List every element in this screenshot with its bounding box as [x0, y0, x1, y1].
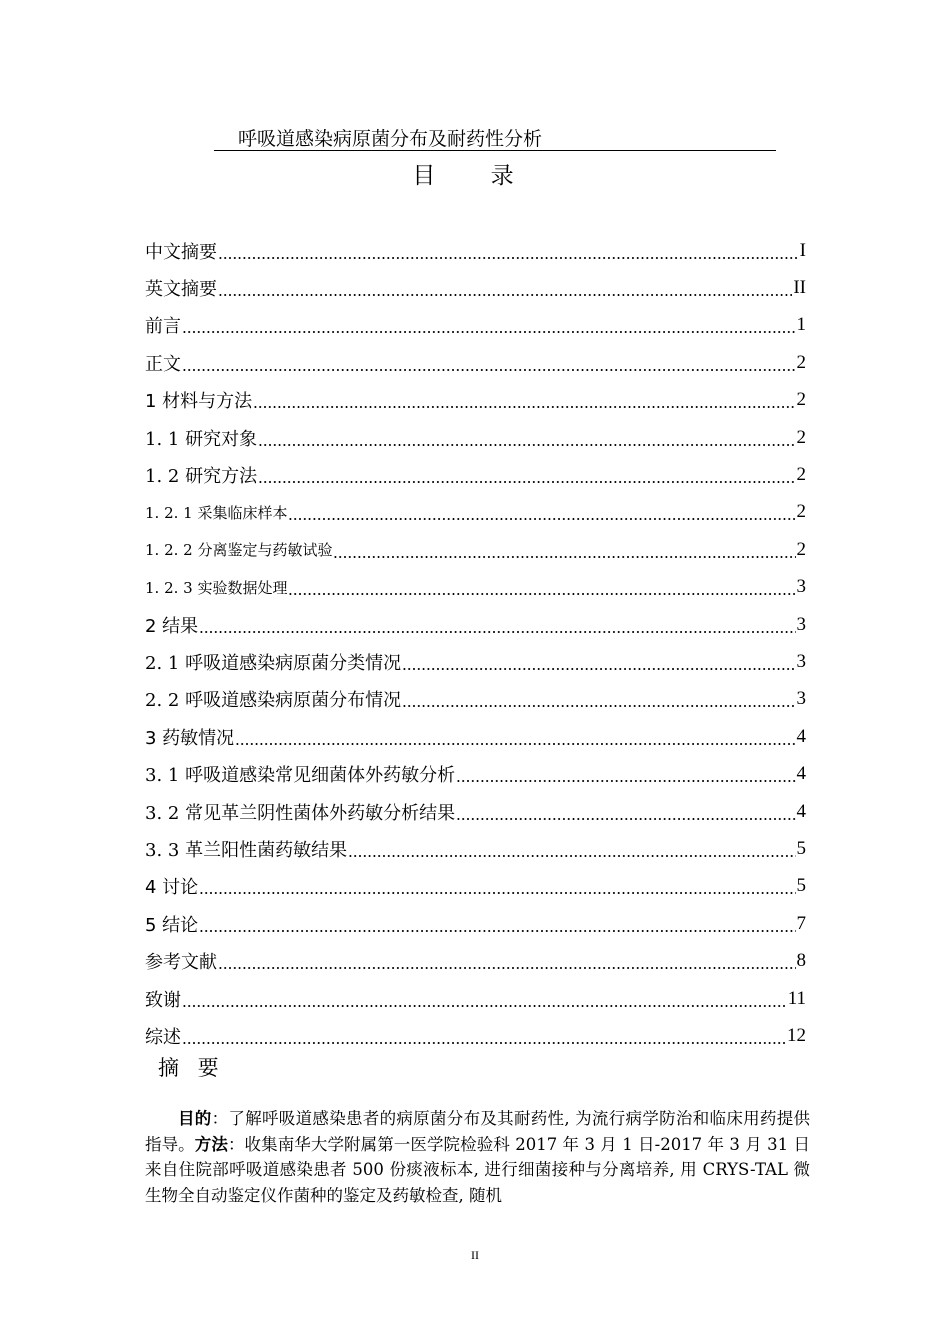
toc-entry-label: 1. 2 研究方法 [145, 466, 258, 488]
toc-entry-label: 3. 3 革兰阳性菌药敏结果 [145, 839, 348, 861]
toc-dot-leader [235, 727, 795, 747]
toc-dot-leader [182, 315, 796, 335]
toc-entry[interactable] [145, 942, 806, 979]
toc-entry-page: 2 [796, 501, 806, 523]
toc-dot-leader [456, 802, 795, 822]
toc-entry-page: 11 [787, 987, 806, 1009]
toc-entry-label: 参考文献 [145, 952, 217, 974]
toc-entry-label: 正文 [145, 353, 181, 375]
toc-entry[interactable] [145, 456, 806, 493]
toc-entry-page: 3 [796, 576, 806, 598]
toc-entry-label: 3. 1 呼吸道感染常见细菌体外药敏分析 [145, 765, 456, 787]
toc-entry[interactable] [145, 755, 806, 792]
toc-dot-leader [253, 390, 795, 410]
toc-entry-page: 8 [796, 950, 806, 972]
toc-entry-label: 1 材料与方法 [145, 391, 253, 413]
toc-entry-page: 3 [796, 613, 806, 635]
toc-dot-leader [402, 652, 795, 672]
toc-dot-leader [199, 615, 795, 635]
toc-entry[interactable] [145, 830, 806, 867]
toc-dot-leader [258, 428, 795, 448]
abstract-body [145, 1106, 810, 1208]
toc-dot-leader [288, 577, 795, 597]
toc-entry-page: 5 [796, 837, 806, 859]
toc-entry-label: 1. 2. 1 采集临床样本 [145, 503, 288, 522]
toc-entry-label: 2 结果 [145, 615, 199, 637]
toc-entry-label: 3. 2 常见革兰阴性菌体外药敏分析结果 [145, 802, 456, 824]
toc-entry-label: 4 讨论 [145, 877, 199, 899]
toc-entry-page: 2 [796, 538, 806, 560]
toc-dot-leader [348, 839, 795, 859]
toc-entry[interactable] [145, 419, 806, 456]
toc-entry[interactable] [145, 606, 806, 643]
toc-entry[interactable] [145, 718, 806, 755]
toc-entry[interactable] [145, 681, 806, 718]
abstract-heading: 摘 要 [158, 1056, 225, 1080]
toc-entry-label: 2. 1 呼吸道感染病原菌分类情况 [145, 652, 402, 674]
document-header-title [214, 120, 776, 151]
method-label: 方法 [194, 1134, 228, 1154]
toc-entry-label: 3 药敏情况 [145, 727, 235, 749]
toc-entry-label: 英文摘要 [145, 279, 217, 301]
toc-dot-leader [456, 764, 795, 784]
toc-entry-label: 综述 [145, 1026, 181, 1048]
toc-dot-leader [218, 241, 799, 261]
toc-dot-leader [288, 502, 795, 522]
toc-heading: 目 录 [412, 163, 538, 189]
toc-dot-leader [258, 465, 795, 485]
toc-dot-leader [333, 540, 795, 560]
page-number: II [471, 1248, 479, 1262]
toc-entry-page: I [799, 239, 806, 261]
toc-dot-leader [218, 951, 796, 971]
toc-entry-page: 3 [796, 650, 806, 672]
toc-entry-page: 4 [796, 763, 806, 785]
toc-dot-leader [182, 989, 787, 1009]
toc-entry[interactable] [145, 1017, 806, 1054]
toc-dot-leader [402, 689, 795, 709]
toc-entry-label: 2. 2 呼吸道感染病原菌分布情况 [145, 690, 402, 712]
toc-entry[interactable] [145, 307, 806, 344]
toc-entry[interactable] [145, 793, 806, 830]
toc-entry-label: 致谢 [145, 989, 181, 1011]
toc-entry[interactable] [145, 232, 806, 269]
toc-entry[interactable] [145, 269, 806, 306]
toc-entry[interactable] [145, 382, 806, 419]
table-of-contents [145, 232, 806, 1055]
toc-entry-page: 2 [796, 389, 806, 411]
toc-entry-page: 7 [796, 912, 806, 934]
toc-entry[interactable] [145, 905, 806, 942]
toc-entry[interactable] [145, 569, 806, 606]
toc-entry[interactable] [145, 868, 806, 905]
toc-entry-page: 2 [796, 351, 806, 373]
header-title-text: 呼吸道感染病原菌分布及耐药性分析 [238, 128, 543, 150]
toc-entry-page: 5 [796, 875, 806, 897]
toc-entry-page: 4 [796, 725, 806, 747]
toc-dot-leader [199, 914, 795, 934]
toc-entry-label: 5 结论 [145, 914, 199, 936]
toc-dot-leader [182, 1026, 786, 1046]
toc-entry[interactable] [145, 344, 806, 381]
toc-entry[interactable] [145, 494, 806, 531]
method-text: ：收集南华大学附属第一医学院检验科 2017 年 3 月 1 日-2017 年 3 月 31 日来自住院部呼吸道感染患者 500 份痰液标本, 进行细菌接种与分离培养, 用 CRYS-TAL 微生物全自动鉴定仪作菌种的鉴定及药敏检查, 随机 [145, 1134, 811, 1205]
toc-entry-page: 2 [796, 464, 806, 486]
toc-entry-label: 中文摘要 [145, 241, 217, 263]
toc-entry-page: 3 [796, 688, 806, 710]
toc-entry-label: 1. 2. 2 分离鉴定与药敏试验 [145, 541, 333, 560]
toc-dot-leader [182, 353, 796, 373]
toc-entry[interactable] [145, 643, 806, 680]
toc-entry-page: II [793, 277, 806, 299]
toc-entry-page: 1 [796, 314, 806, 336]
toc-entry-label: 前言 [145, 316, 181, 338]
toc-entry[interactable] [145, 531, 806, 568]
toc-entry[interactable] [145, 980, 806, 1017]
toc-dot-leader [218, 278, 792, 298]
toc-entry-page: 4 [796, 800, 806, 822]
objective-label: 目的 [178, 1109, 212, 1128]
toc-entry-label: 1. 1 研究对象 [145, 428, 258, 450]
toc-dot-leader [199, 876, 795, 896]
toc-entry-page: 12 [787, 1024, 806, 1046]
objective-text: ：了解呼吸道感染患者的病原菌分布及其耐药性, 为流行病学防治和临床用药提供指导。 [145, 1109, 811, 1154]
toc-entry-page: 2 [796, 426, 806, 448]
toc-entry-label: 1. 2. 3 实验数据处理 [145, 578, 288, 597]
